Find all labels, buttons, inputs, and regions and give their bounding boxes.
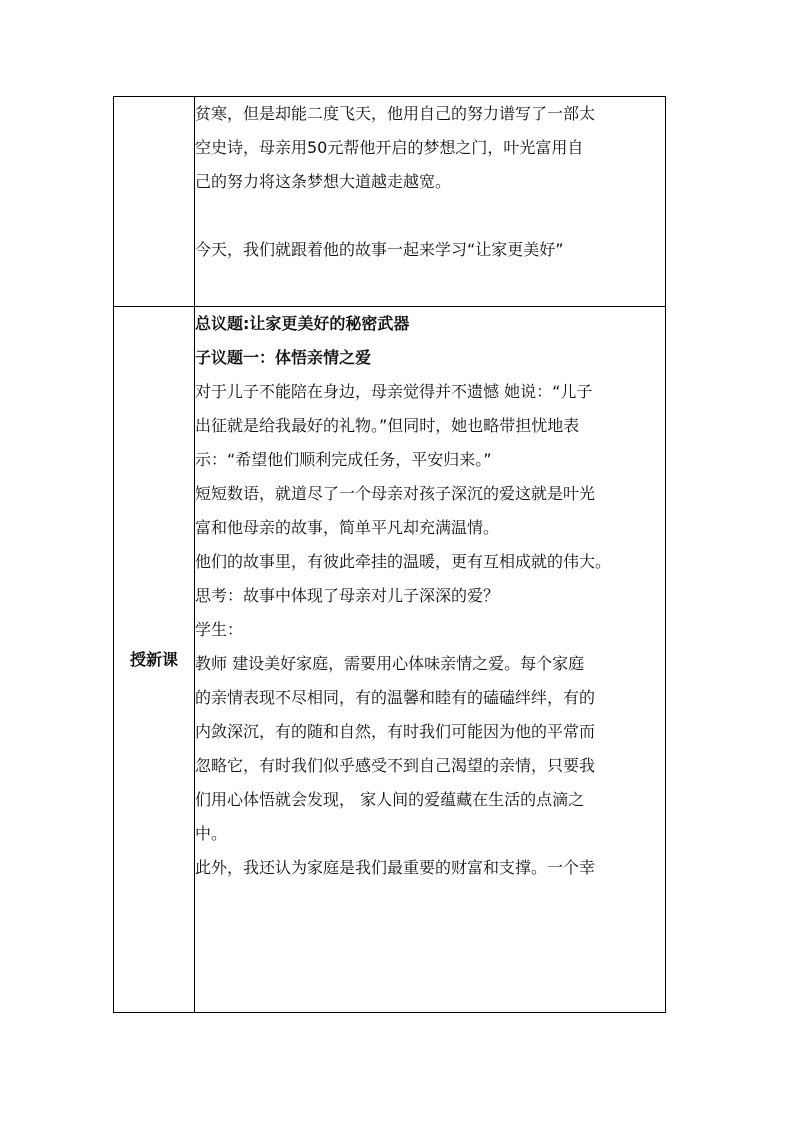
row-label-cell-empty — [114, 97, 195, 307]
lesson-plan-table — [113, 96, 666, 1013]
student-line: 学生： — [195, 620, 244, 639]
text-line: 贫寒，但是却能二度飞天，他用自己的努力谱写了一部太 — [195, 104, 596, 123]
question-line: 思考：故事中体现了母亲对儿子深深的爱？ — [195, 586, 500, 605]
text-line: 今天，我们就跟着他的故事一起来学习“让家更美好” — [195, 240, 564, 259]
blank-line — [195, 199, 665, 233]
text-line: 的亲情表现不尽相同，有的温馨和睦有的磕磕绊绊，有的 — [195, 688, 596, 707]
text-line: 他们的故事里，有彼此牵挂的温暖，更有互相成就的伟大。 — [195, 552, 612, 571]
new-lesson-content-cell — [195, 307, 666, 1013]
text-line: 富和他母亲的故事，简单平凡却充满温情。 — [195, 518, 500, 537]
text-line: 内敛深沉，有的随和自然，有时我们可能因为他的平常而 — [195, 722, 596, 741]
text-line: 此外，我还认为家庭是我们最重要的财富和支撑。一个幸 — [195, 858, 596, 877]
row-label-cell — [114, 307, 195, 1013]
table-row-new-lesson — [114, 307, 666, 1013]
text-line: 短短数语，就道尽了一个母亲对孩子深沉的爱这就是叶光 — [195, 484, 596, 503]
table-row-intro — [114, 97, 666, 307]
text-line: 忽略它，有时我们似乎感受不到自己渴望的亲情，只要我 — [195, 756, 596, 775]
text-line: 对于儿子不能陪在身边，母亲觉得并不遗憾 她说：“儿子 — [195, 382, 593, 401]
text-line: 示：“希望他们顺利完成任务，平安归来。” — [195, 450, 492, 469]
sub-topic-heading: 子议题一：体悟亲情之爱 — [195, 348, 372, 367]
intro-content-cell — [195, 97, 666, 307]
row-label-new-lesson: 授新课 — [129, 649, 178, 669]
text-line: 中。 — [195, 824, 228, 843]
text-line: 出征就是给我最好的礼物。”但同时，她也略带担忧地表 — [195, 416, 580, 435]
text-line: 们用心体悟就会发现， 家人间的爱蕴藏在生活的点滴之 — [195, 790, 585, 809]
text-line: 教师 建设美好家庭，需要用心体味亲情之爱。每个家庭 — [195, 654, 585, 673]
main-topic-heading: 总议题:让家更美好的秘密武器 — [195, 314, 410, 333]
text-line: 己的努力将这条梦想大道越走越宽。 — [195, 172, 452, 191]
text-line: 空史诗，母亲用50元帮他开启的梦想之门，叶光富用自 — [195, 138, 584, 157]
